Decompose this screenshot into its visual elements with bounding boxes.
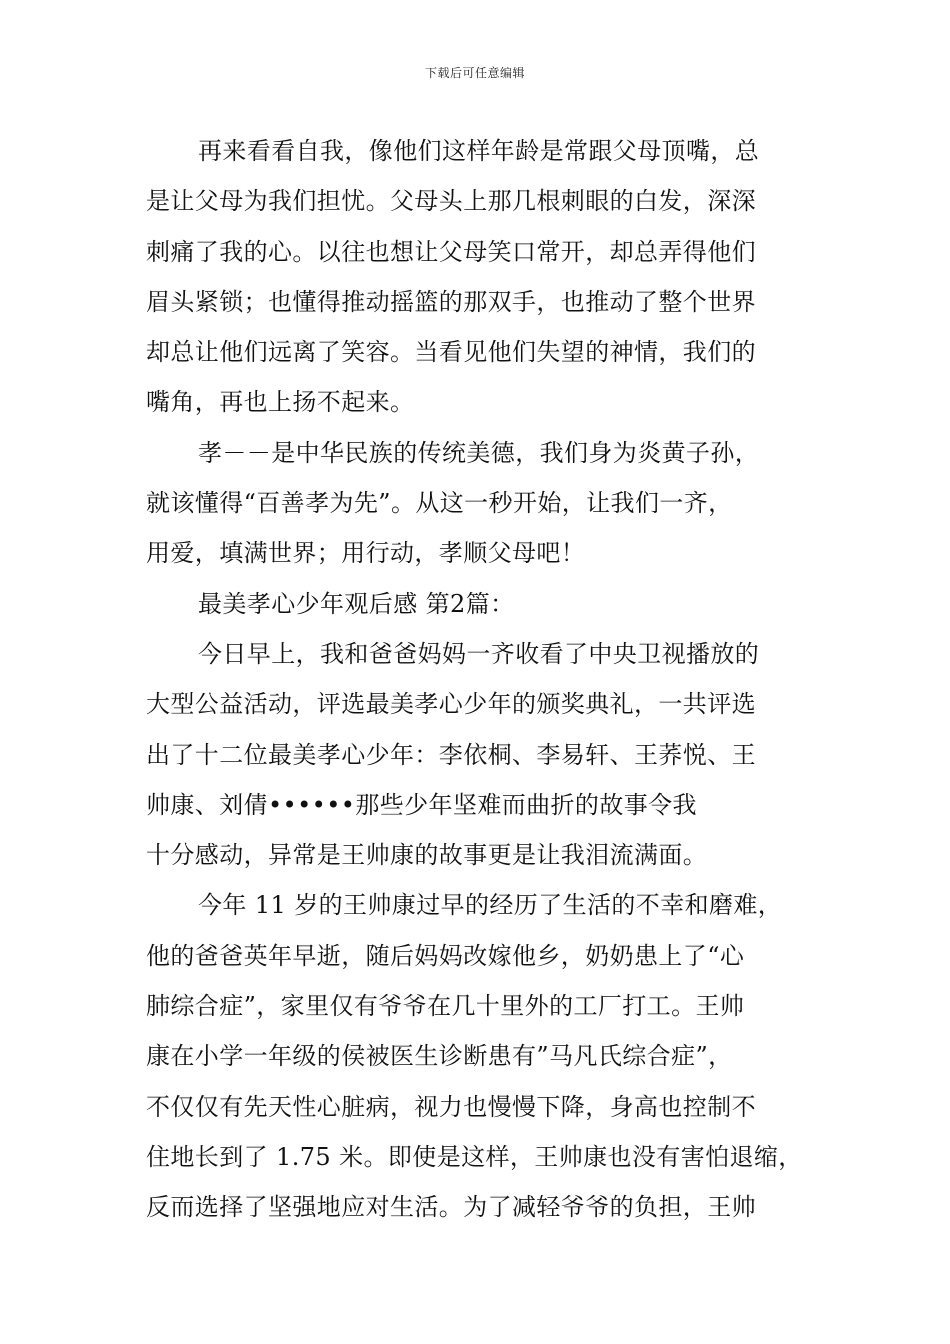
text-line: 就该懂得“百善孝为先”。从这一秒开始，让我们一齐， (146, 489, 733, 518)
text-line: 嘴角，再也上扬不起来。 (146, 388, 415, 417)
text-line: 大型公益活动，评选最美孝心少年的颁奖典礼，一共评选 (146, 690, 756, 719)
text-line: 今日早上，我和爸爸妈妈一齐收看了中央卫视播放的 (198, 639, 760, 668)
text-line: 却总让他们远离了笑容。当看见他们失望的神情，我们的 (146, 338, 756, 367)
text-line: 帅康、刘倩••••••那些少年坚难而曲折的故事令我 (146, 790, 697, 819)
text-line: 孝－－是中华民族的传统美德，我们身为炎黄子孙， (198, 438, 760, 467)
text-line: 不仅仅有先天性心脏病，视力也慢慢下降，身高也控制不 (146, 1092, 756, 1121)
text-line: 住地长到了 1.75 米。即使是这样，王帅康也没有害怕退缩， (146, 1142, 803, 1171)
text-line: 刺痛了我的心。以往也想让父母笑口常开，却总弄得他们 (146, 237, 756, 266)
page-header-note: 下载后可任意编辑 (424, 66, 525, 80)
text-line: 他的爸爸英年早逝，随后妈妈改嫁他乡，奶奶患上了“心 (146, 941, 745, 970)
text-line: 再来看看自我，像他们这样年龄是常跟父母顶嘴，总 (198, 137, 760, 165)
text-line: 用爱，填满世界；用行动，孝顺父母吧！ (146, 539, 586, 568)
text-line: 肺综合症”，家里仅有爷爷在几十里外的工厂打工。王帅 (146, 992, 745, 1021)
body-text (146, 126, 836, 1233)
text-line: 是让父母为我们担忧。父母头上那几根刺眼的白发，深深 (146, 187, 756, 216)
text-line: 今年 11 岁的王帅康过早的经历了生活的不幸和磨难， (198, 891, 783, 920)
text-line: 反而选择了坚强地应对生活。为了减轻爷爷的负担，王帅 (146, 1193, 756, 1222)
text-line: 出了十二位最美孝心少年：李依桐、李易轩、王荞悦、王 (146, 740, 756, 769)
text-line: 康在小学一年级的侯被医生诊断患有”马凡氏综合症”， (146, 1042, 733, 1071)
section-heading: 最美孝心少年观后感 第2篇： (198, 589, 515, 618)
text-line: 眉头紧锁；也懂得推动摇篮的那双手，也推动了整个世界 (146, 287, 756, 316)
text-line: 十分感动，异常是王帅康的故事更是让我泪流满面。 (146, 841, 708, 870)
